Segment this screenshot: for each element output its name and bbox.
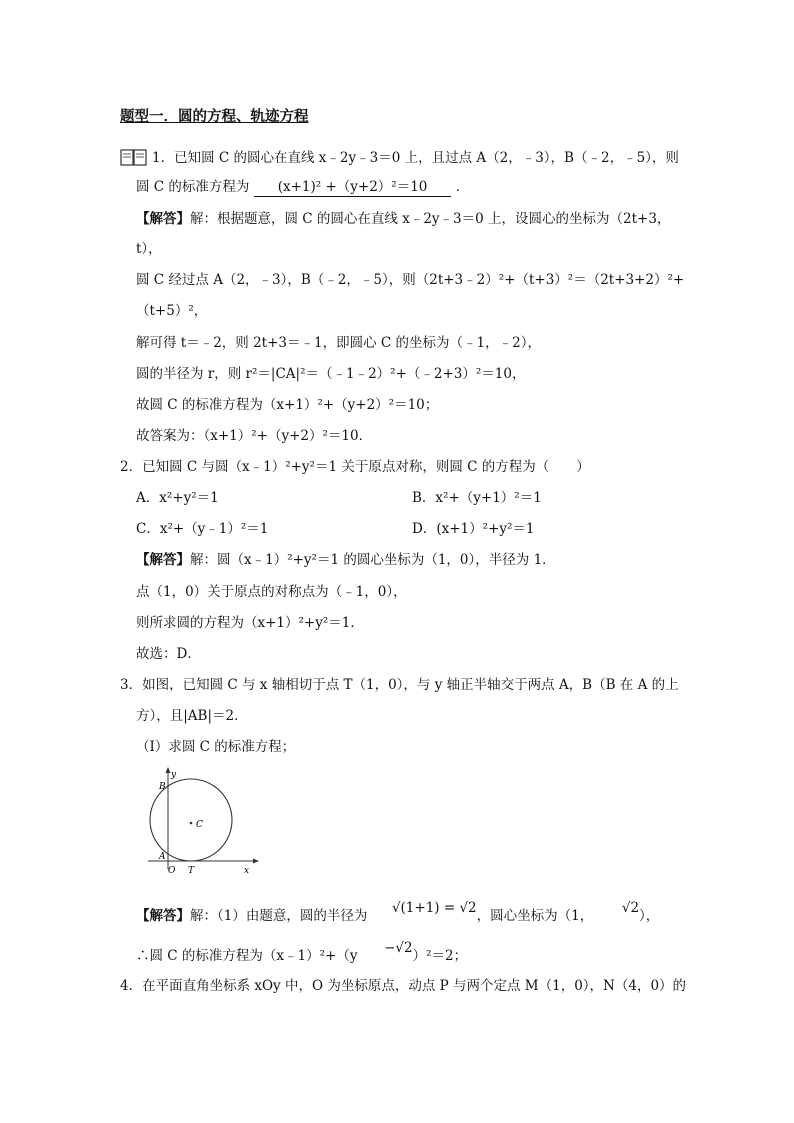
p3-sol-text2c: ）²＝2； — [412, 948, 468, 964]
p1-sol-line7: 故圆 C 的标准方程为（x+1）²+（y+2）²＝10； — [136, 397, 439, 413]
fig-label-y: y — [171, 770, 177, 780]
p1-sol-line3: 圆 C 经过点 A（2，﹣3），B（﹣2，﹣5），则（2t+3﹣2）²+（t+3）²＝（2t+3+2）²+ — [136, 272, 685, 288]
fig-label-o: O — [168, 866, 176, 876]
p3-radius-expr: √(1+1) = √2 — [391, 900, 477, 916]
p2-option-a: A．x²+y²＝1 — [136, 490, 219, 506]
p2-sol-line4: 故选：D． — [136, 646, 201, 662]
fig-label-x: x — [244, 866, 250, 876]
p1-answer-blank: (x+1)² +（y+2）²＝10 — [254, 178, 452, 197]
p3-minus-sqrt2: −√2 — [384, 940, 413, 956]
p3-sol-text1b: ，圆心坐标为（1， — [476, 908, 594, 924]
section-title: 题型一．圆的方程、轨迹方程 — [120, 108, 309, 125]
p1-stem-prefix: 圆 C 的标准方程为 — [136, 179, 250, 195]
p1-sol-line5: 解可得 t＝﹣2，则 2t+3＝﹣1，即圆心 C 的坐标为（﹣1，﹣2）， — [136, 335, 541, 351]
circle-figure — [140, 765, 260, 880]
p1-sol-line4: （t+5）²， — [136, 303, 208, 319]
fig-label-a: A — [159, 852, 166, 862]
p2-sol-line1 — [136, 551, 556, 569]
p1-sol-line6: 圆的半径为 r，则 r²＝|CA|²＝（﹣1﹣2）²+（﹣2+3）²＝10， — [136, 366, 526, 382]
p1-sol-line1 — [136, 210, 670, 228]
p2-option-d: D．(x+1）²+y²＝1 — [412, 521, 535, 537]
p1-stem-line1: 1．已知圆 C 的圆心在直线 x﹣2y﹣3＝0 上，且过点 A（2，﹣3），B（﹣2，﹣5），则 — [152, 150, 679, 166]
fig-label-b: B — [159, 782, 166, 792]
fig-label-t: T — [188, 866, 195, 876]
p2-sol-text1: 解：圆（x﹣1）²+y²＝1 的圆心坐标为（1，0），半径为 1． — [190, 552, 556, 568]
p1-sol-tag: 【解答】 — [136, 211, 190, 227]
p3-sol-text1d: ）， — [639, 908, 660, 924]
p1-stem-line2 — [136, 178, 469, 197]
p2-sol-line2: 点（1，0）关于原点的对称点为（﹣1，0）， — [136, 584, 407, 600]
p1-sol-text1: 解：根据题意，圆 C 的圆心在直线 x﹣2y﹣3＝0 上，设圆心的坐标为（2t+3， — [190, 211, 671, 227]
p3-stem-line2: 方），且|AB|＝2． — [136, 708, 248, 724]
p1-sol-line2: t）， — [136, 241, 162, 257]
p4-stem-line1: 4．在平面直角坐标系 xOy 中，O 为坐标原点，动点 P 与两个定点 M（1，0），N（4，0）的 — [120, 978, 687, 994]
p1-sol-line8: 故答案为：（x+1）²+（y+2）²＝10． — [136, 428, 373, 444]
p2-sol-tag: 【解答】 — [136, 552, 190, 568]
p3-stem-line1: 3．如图，已知圆 C 与 x 轴相切于点 T（1，0），与 y 轴正半轴交于两点 A，B（B 在 A 的上 — [120, 677, 679, 693]
p3-sol-tag: 【解答】 — [136, 908, 190, 924]
p3-sol-text2a: ∴圆 C 的标准方程为（x﹣1）²+（y — [136, 948, 358, 964]
book-icon — [120, 147, 148, 167]
fig-label-c: C — [196, 820, 203, 830]
p3-sol-text1a: 解：（1）由题意，圆的半径为 — [190, 908, 368, 924]
p2-stem: 2．已知圆 C 与圆（x﹣1）²+y²＝1 关于原点对称，则圆 C 的方程为（ ） — [120, 459, 590, 475]
p3-sol-line1 — [136, 900, 660, 925]
p3-sol-line2 — [136, 940, 468, 965]
p2-sol-line3: 则所求圆的方程为（x+1）²+y²＝1． — [136, 615, 364, 631]
p2-option-b: B．x²+（y+1）²＝1 — [412, 490, 542, 506]
p2-option-c: C．x²+（y﹣1）²＝1 — [136, 521, 269, 537]
p3-center-y: √2 — [621, 900, 640, 916]
p3-part1: （Ⅰ）求圆 C 的标准方程； — [136, 739, 296, 755]
p1-stem-suffix: ． — [455, 179, 470, 195]
